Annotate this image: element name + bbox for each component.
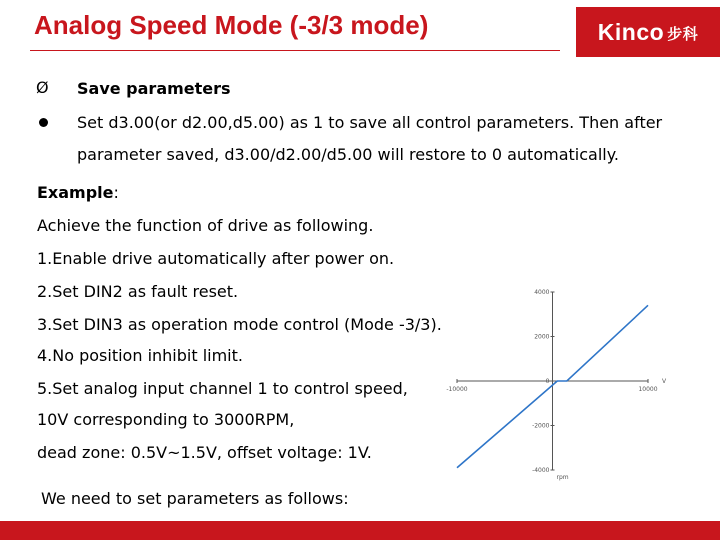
example-label: Example — [37, 183, 114, 202]
logo-cn-text: 步科 — [667, 25, 699, 43]
x-tick-label: 10000 — [638, 386, 658, 393]
y-tick-label: 2000 — [534, 333, 550, 341]
arrow-bullet-icon: Ø — [36, 78, 49, 97]
section-heading: Save parameters — [77, 79, 231, 98]
speed-curve-chart — [445, 278, 670, 488]
example-colon: : — [113, 183, 119, 202]
paragraph-line-1: Set d3.00(or d2.00,d5.00) as 1 to save all control parameters. Then after — [77, 113, 663, 132]
y-tick-label: 4000 — [534, 289, 550, 296]
y-tick-label: 0 — [545, 378, 550, 385]
x-axis-label: V — [662, 378, 667, 385]
paragraph-line-2: parameter saved, d3.00/d2.00/d5.00 will restore to 0 automatically. — [77, 145, 619, 164]
example-line: 2.Set DIN2 as fault reset. — [37, 282, 239, 301]
example-line: 4.No position inhibit limit. — [37, 346, 243, 365]
example-line: 10V corresponding to 3000RPM, — [37, 410, 295, 429]
kinco-logo — [576, 7, 720, 57]
example-heading — [37, 183, 119, 202]
footer-bar — [0, 521, 720, 540]
example-line: dead zone: 0.5V~1.5V, offset voltage: 1V. — [37, 443, 372, 462]
example-line: We need to set parameters as follows: — [41, 489, 349, 508]
logo-text: Kinco — [597, 18, 665, 45]
example-line: 1.Enable drive automatically after power on. — [37, 249, 395, 268]
y-axis-label: rpm — [556, 474, 569, 481]
y-tick-label: -4000 — [532, 467, 550, 474]
title-divider — [30, 50, 560, 51]
x-tick-label: -10000 — [446, 386, 468, 393]
example-line: 3.Set DIN3 as operation mode control (Mode -3/3). — [37, 315, 442, 334]
example-line: 5.Set analog input channel 1 to control speed, — [37, 379, 408, 398]
y-tick-label: -2000 — [532, 422, 550, 430]
example-line: Achieve the function of drive as following. — [37, 216, 374, 235]
slide-title: Analog Speed Mode (-3/3 mode) — [34, 10, 429, 40]
dot-bullet-icon — [39, 118, 48, 127]
